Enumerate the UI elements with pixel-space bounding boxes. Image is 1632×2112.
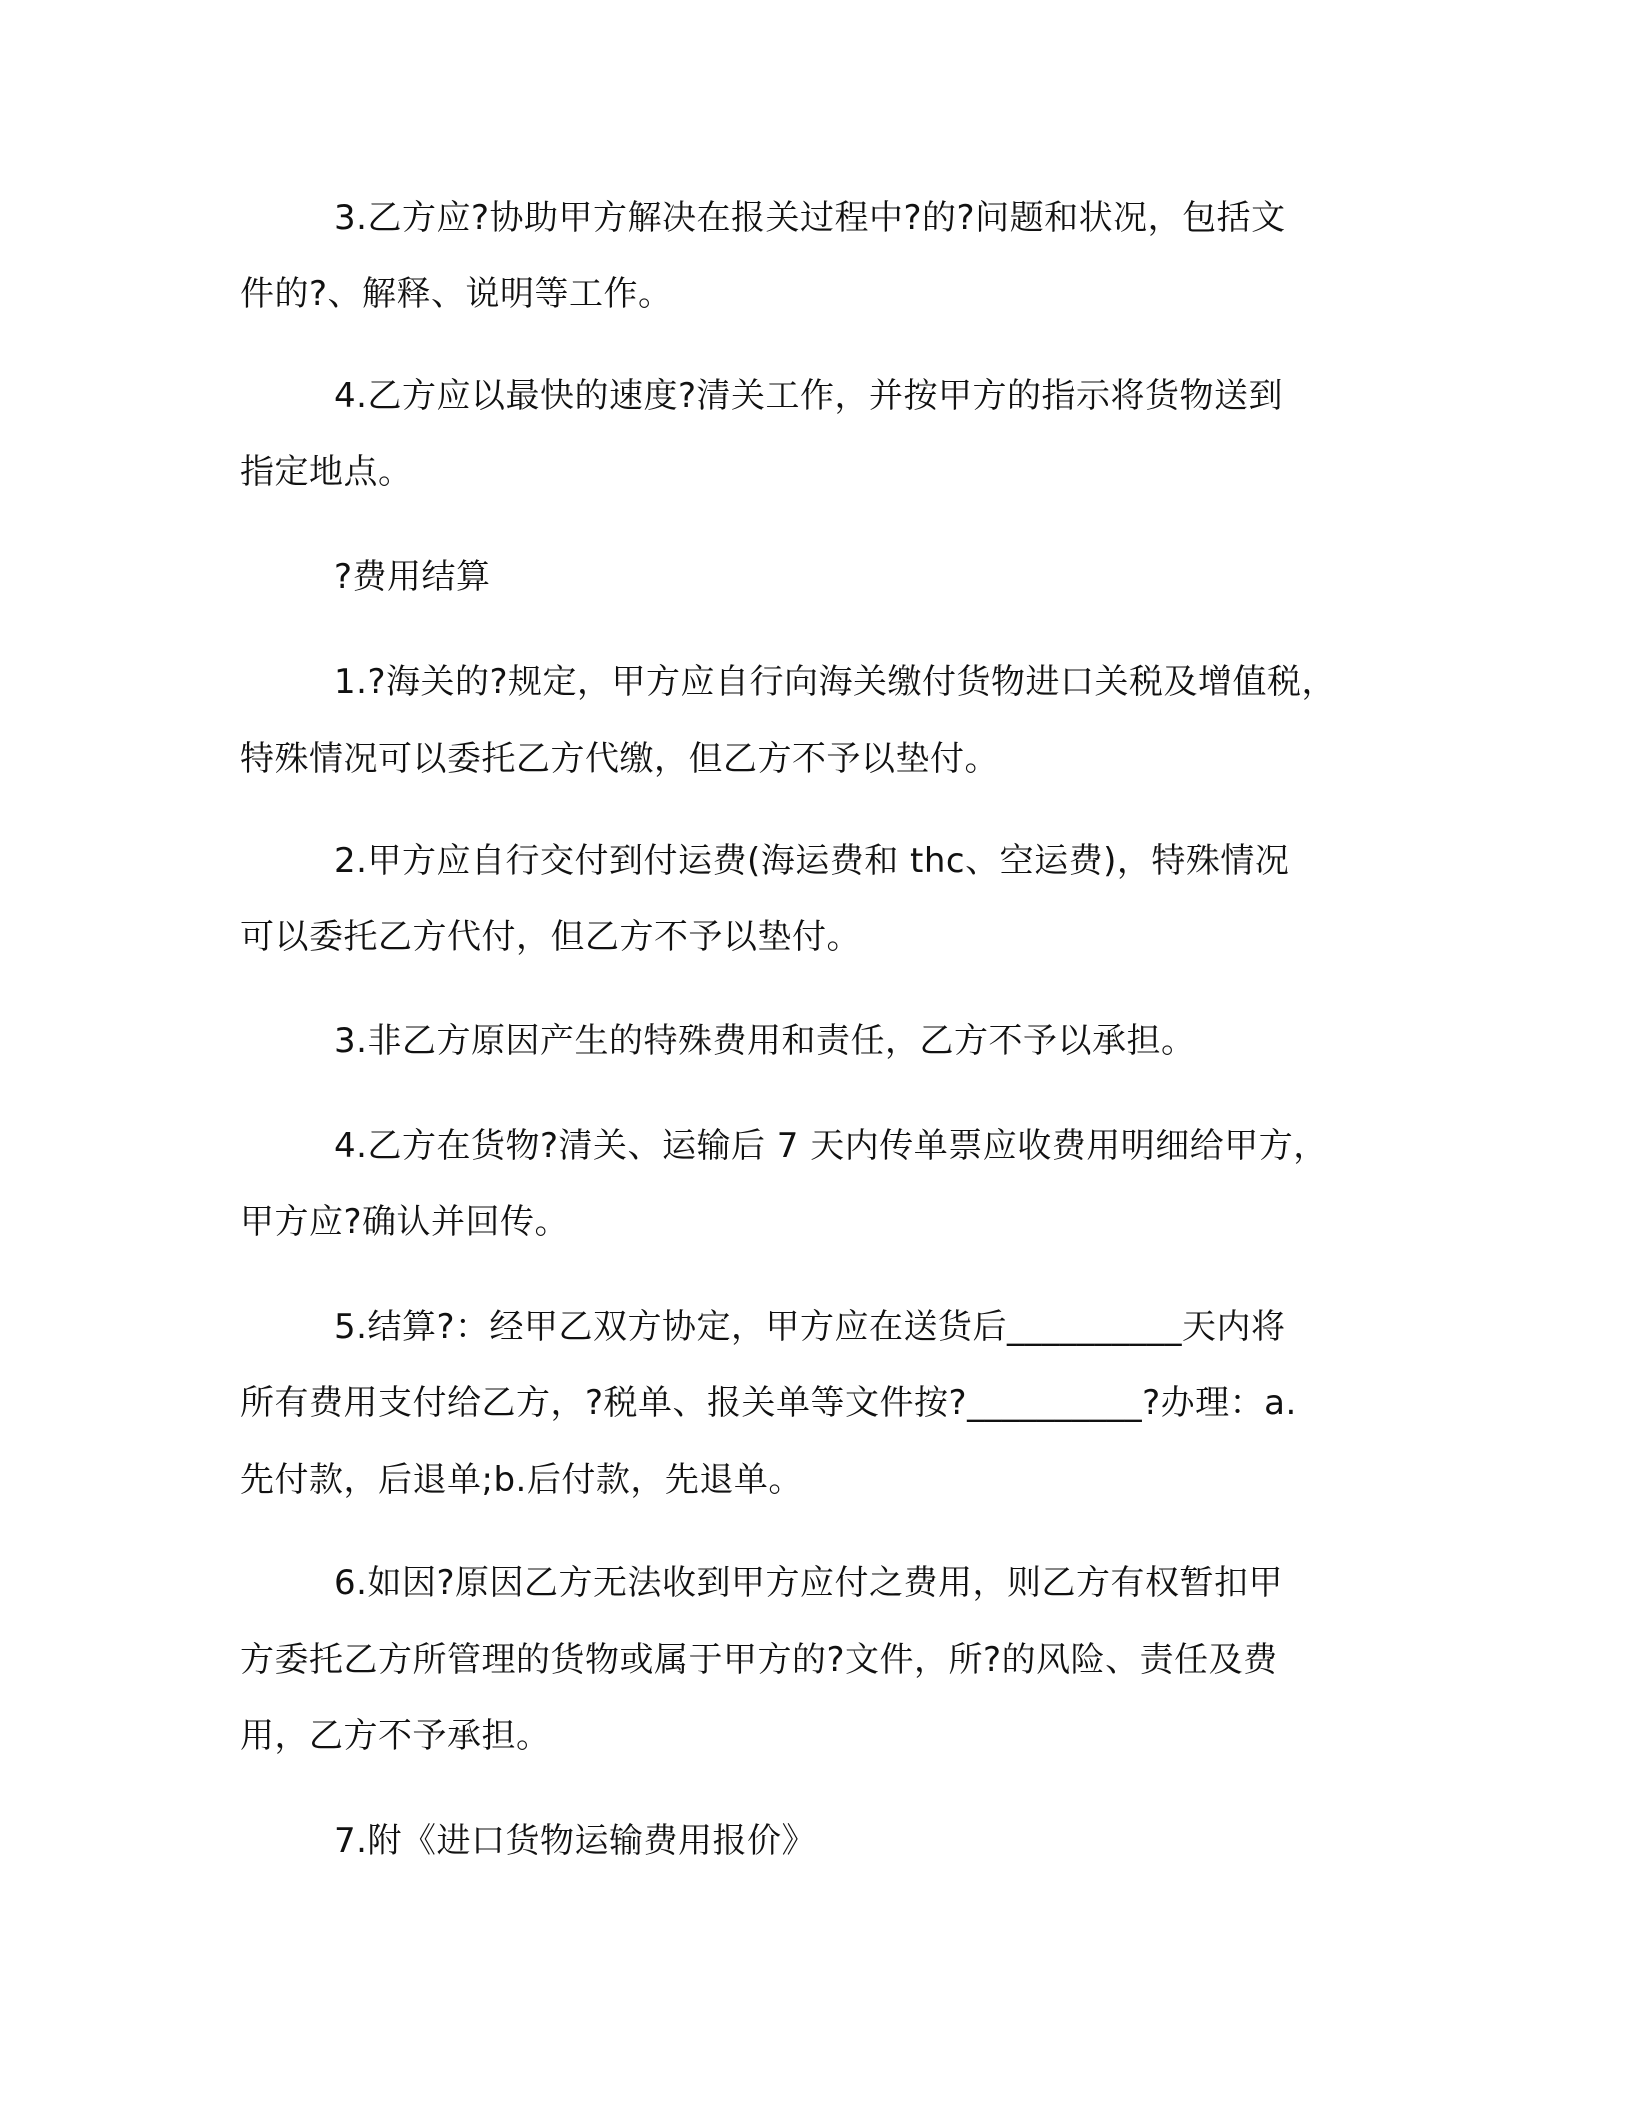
paragraph-line: 可以委托乙方代付，但乙方不予以垫付。: [240, 917, 861, 957]
paragraph-line: 3.乙方应?协助甲方解决在报关过程中?的?问题和状况，包括文: [334, 198, 1286, 238]
paragraph-line: 方委托乙方所管理的货物或属于甲方的?文件，所?的风险、责任及费: [240, 1640, 1278, 1680]
paragraph-line: 1.?海关的?规定，甲方应自行向海关缴付货物进口关税及增值税，: [334, 662, 1337, 702]
section-heading: ?费用结算: [334, 557, 491, 597]
paragraph-line: 指定地点。: [240, 452, 413, 492]
paragraph-line: 所有费用支付给乙方，?税单、报关单等文件按?__________?办理：a.: [240, 1383, 1297, 1423]
paragraph-line: 2.甲方应自行交付到付运费(海运费和 thc、空运费)，特殊情况: [334, 841, 1290, 881]
paragraph-line: 4.乙方在货物?清关、运输后 7 天内传单票应收费用明细给甲方，: [334, 1126, 1328, 1166]
paragraph-line: 7.附《进口货物运输费用报价》: [334, 1821, 816, 1861]
paragraph-line: 甲方应?确认并回传。: [240, 1202, 570, 1242]
paragraph-line: 3.非乙方原因产生的特殊费用和责任，乙方不予以承担。: [334, 1021, 1196, 1061]
paragraph-line: 6.如因?原因乙方无法收到甲方应付之费用，则乙方有权暂扣甲: [334, 1563, 1283, 1603]
paragraph-line: 4.乙方应以最快的速度?清关工作，并按甲方的指示将货物送到: [334, 376, 1283, 416]
paragraph-line: 用，乙方不予承担。: [240, 1716, 551, 1756]
paragraph-line: 先付款，后退单;b.后付款，先退单。: [240, 1460, 803, 1500]
paragraph-line: 特殊情况可以委托乙方代缴，但乙方不予以垫付。: [240, 739, 999, 779]
paragraph-line: 件的?、解释、说明等工作。: [240, 274, 673, 314]
paragraph-line: 5.结算?：经甲乙双方协定，甲方应在送货后__________天内将: [334, 1307, 1286, 1347]
